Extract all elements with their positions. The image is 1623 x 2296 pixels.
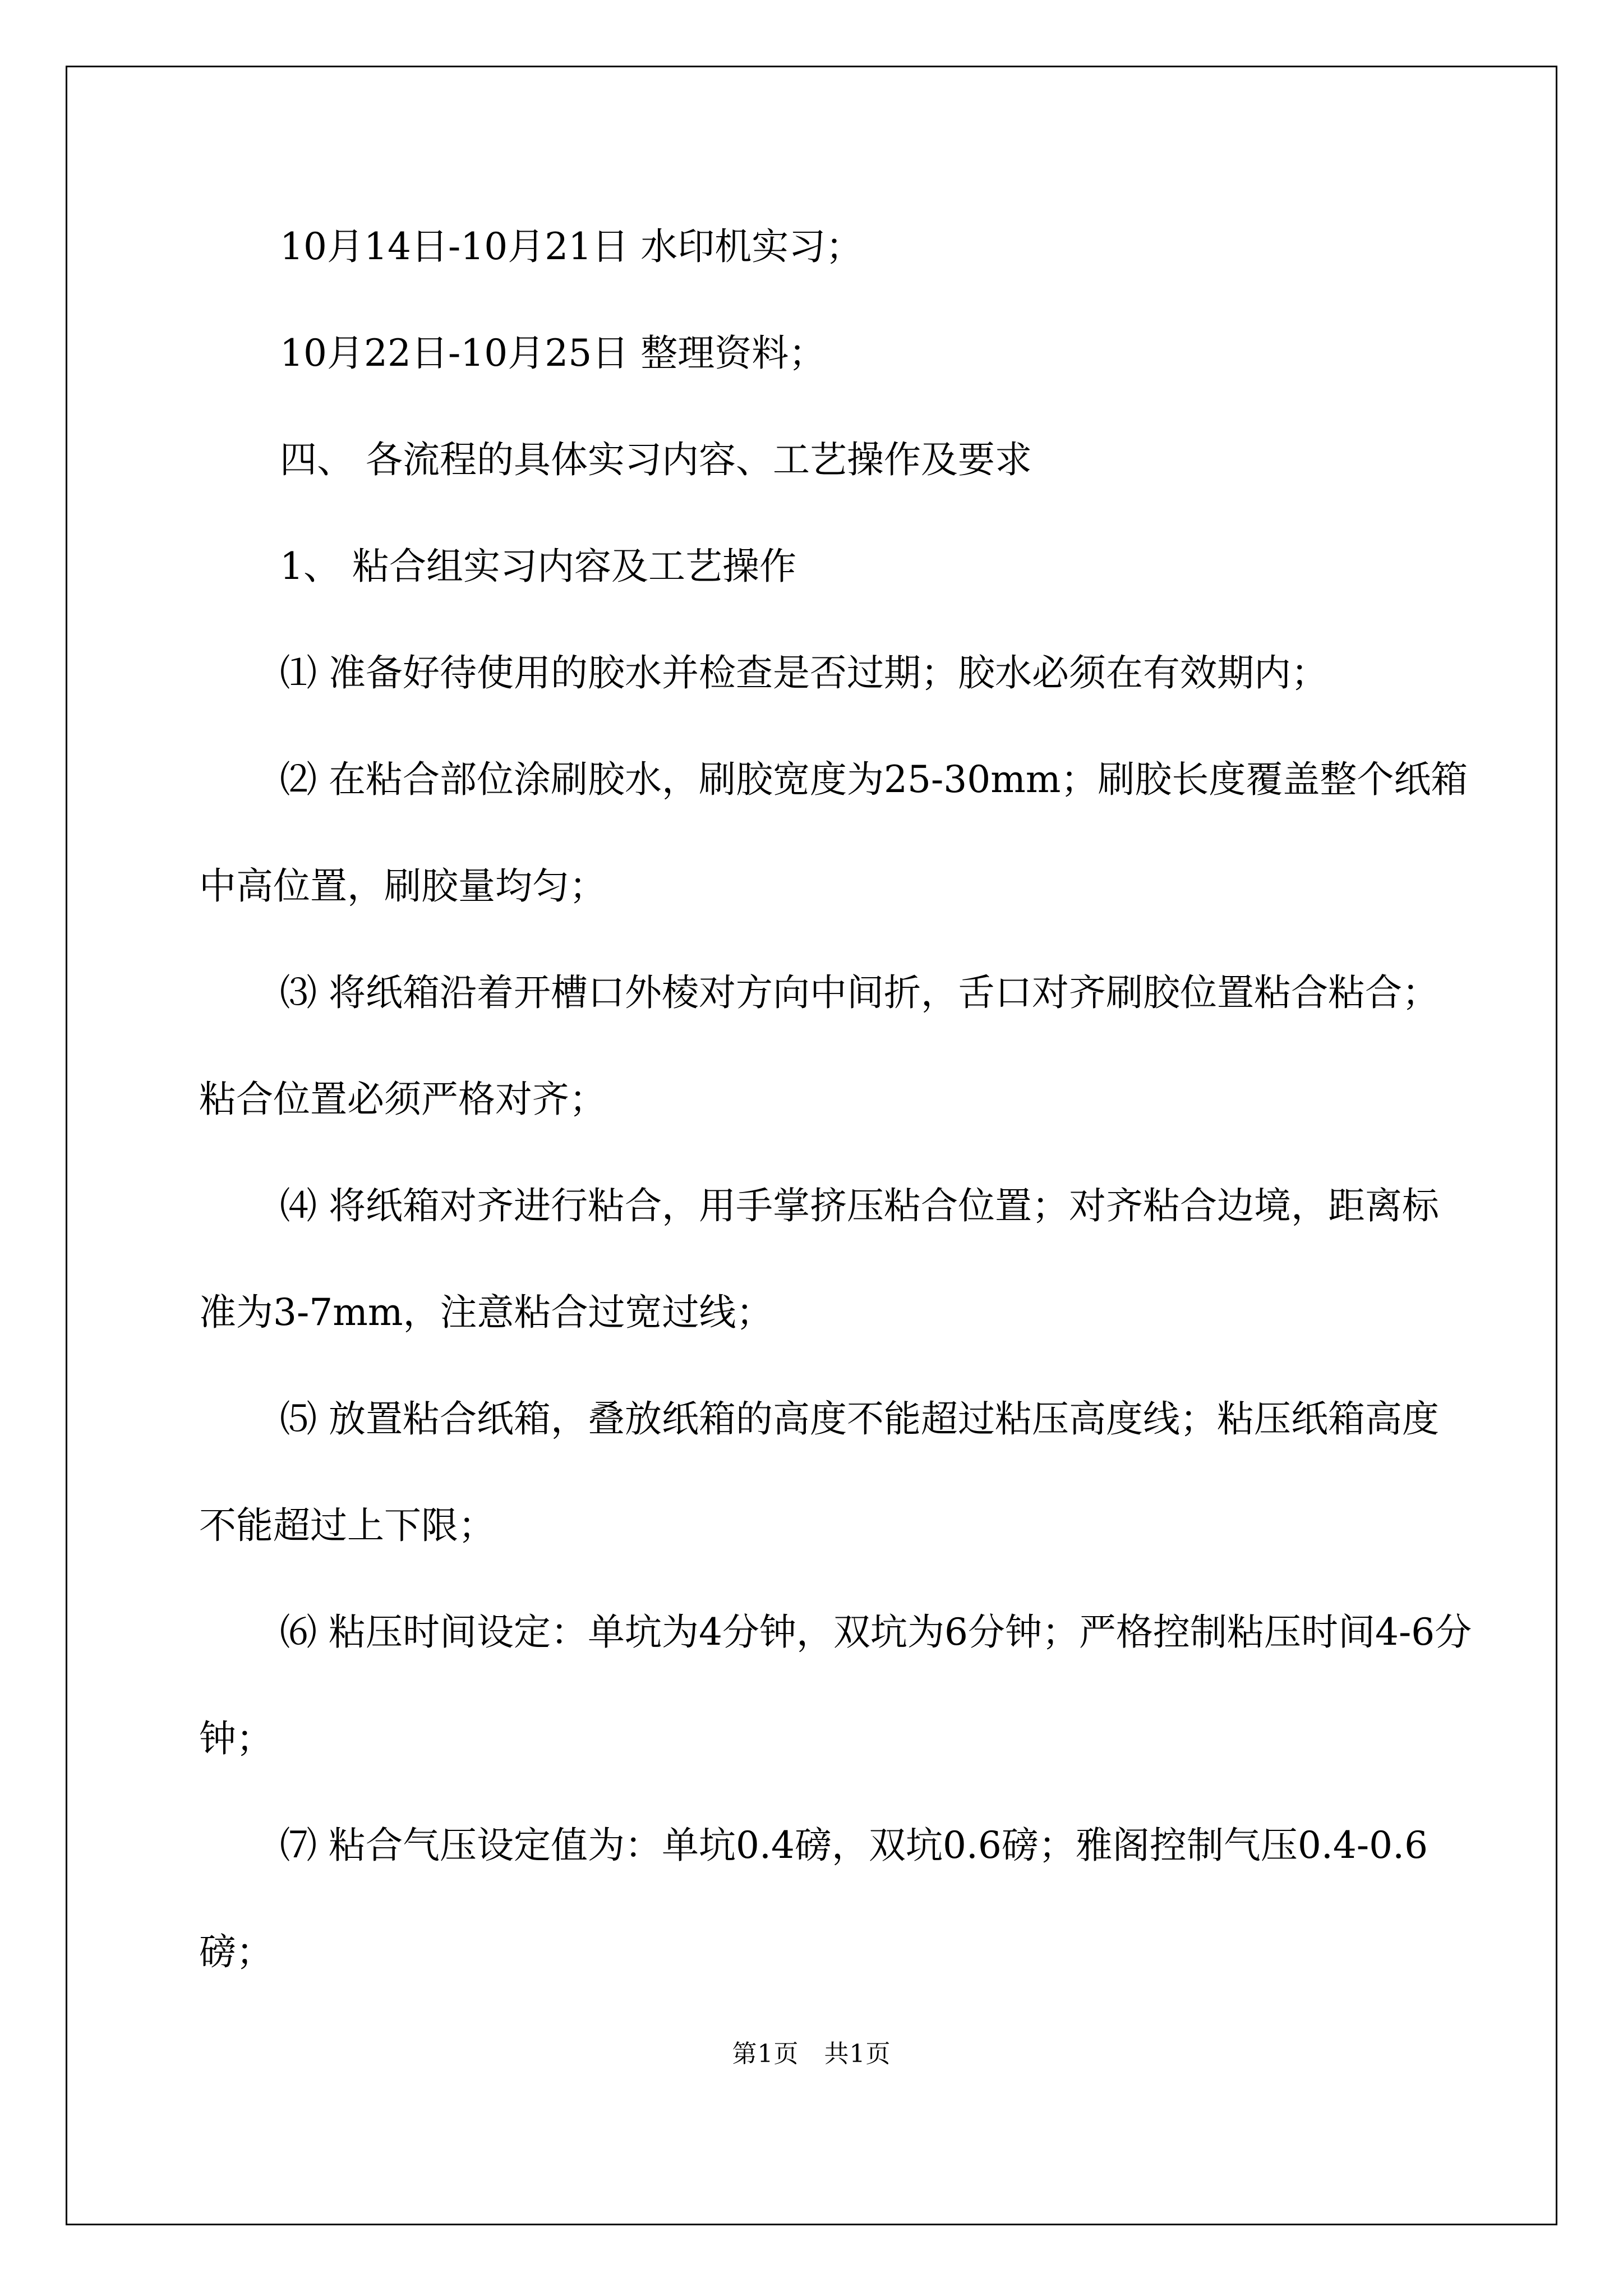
page-footer: 第1页 共1页: [732, 2040, 891, 2068]
step-1: ⑴ 准备好待使用的胶水并检查是否过期；胶水必须在有效期内；: [280, 651, 1328, 694]
subsection-heading: 1、 粘合组实习内容及工艺操作: [280, 545, 796, 588]
step-3: ⑶ 将纸箱沿着开槽口外棱对方向中间折，舌口对齐刷胶位置粘合粘合；粘合位置必须严格对齐；: [199, 971, 1439, 1121]
document-body: [199, 194, 1472, 2005]
section-heading: 四、 各流程的具体实习内容、工艺操作及要求: [280, 438, 1032, 481]
step-2: ⑵ 在粘合部位涂刷胶水，刷胶宽度为25-30mm；刷胶长度覆盖整个纸箱中高位置，刷胶量均匀；: [199, 758, 1468, 908]
step-7: ⑺ 粘合气压设定值为：单坑0.4磅，双坑0.6磅；雅阁控制气压0.4-0.6磅；: [199, 1824, 1428, 1973]
step-5: ⑸ 放置粘合纸箱，叠放纸箱的高度不能超过粘压高度线；粘压纸箱高度不能超过上下限；: [199, 1397, 1439, 1547]
step-4: ⑷ 将纸箱对齐进行粘合，用手掌挤压粘合位置；对齐粘合边境，距离标准为3-7mm，注意粘合过宽过线；: [199, 1184, 1439, 1334]
paragraph-schedule-2: 10月22日-10月25日 整理资料；: [280, 332, 826, 375]
paragraph-schedule-1: 10月14日-10月21日 水印机实习；: [280, 225, 863, 268]
step-6: ⑹ 粘压时间设定：单坑为4分钟，双坑为6分钟；严格控制粘压时间4-6分钟；: [199, 1611, 1472, 1760]
